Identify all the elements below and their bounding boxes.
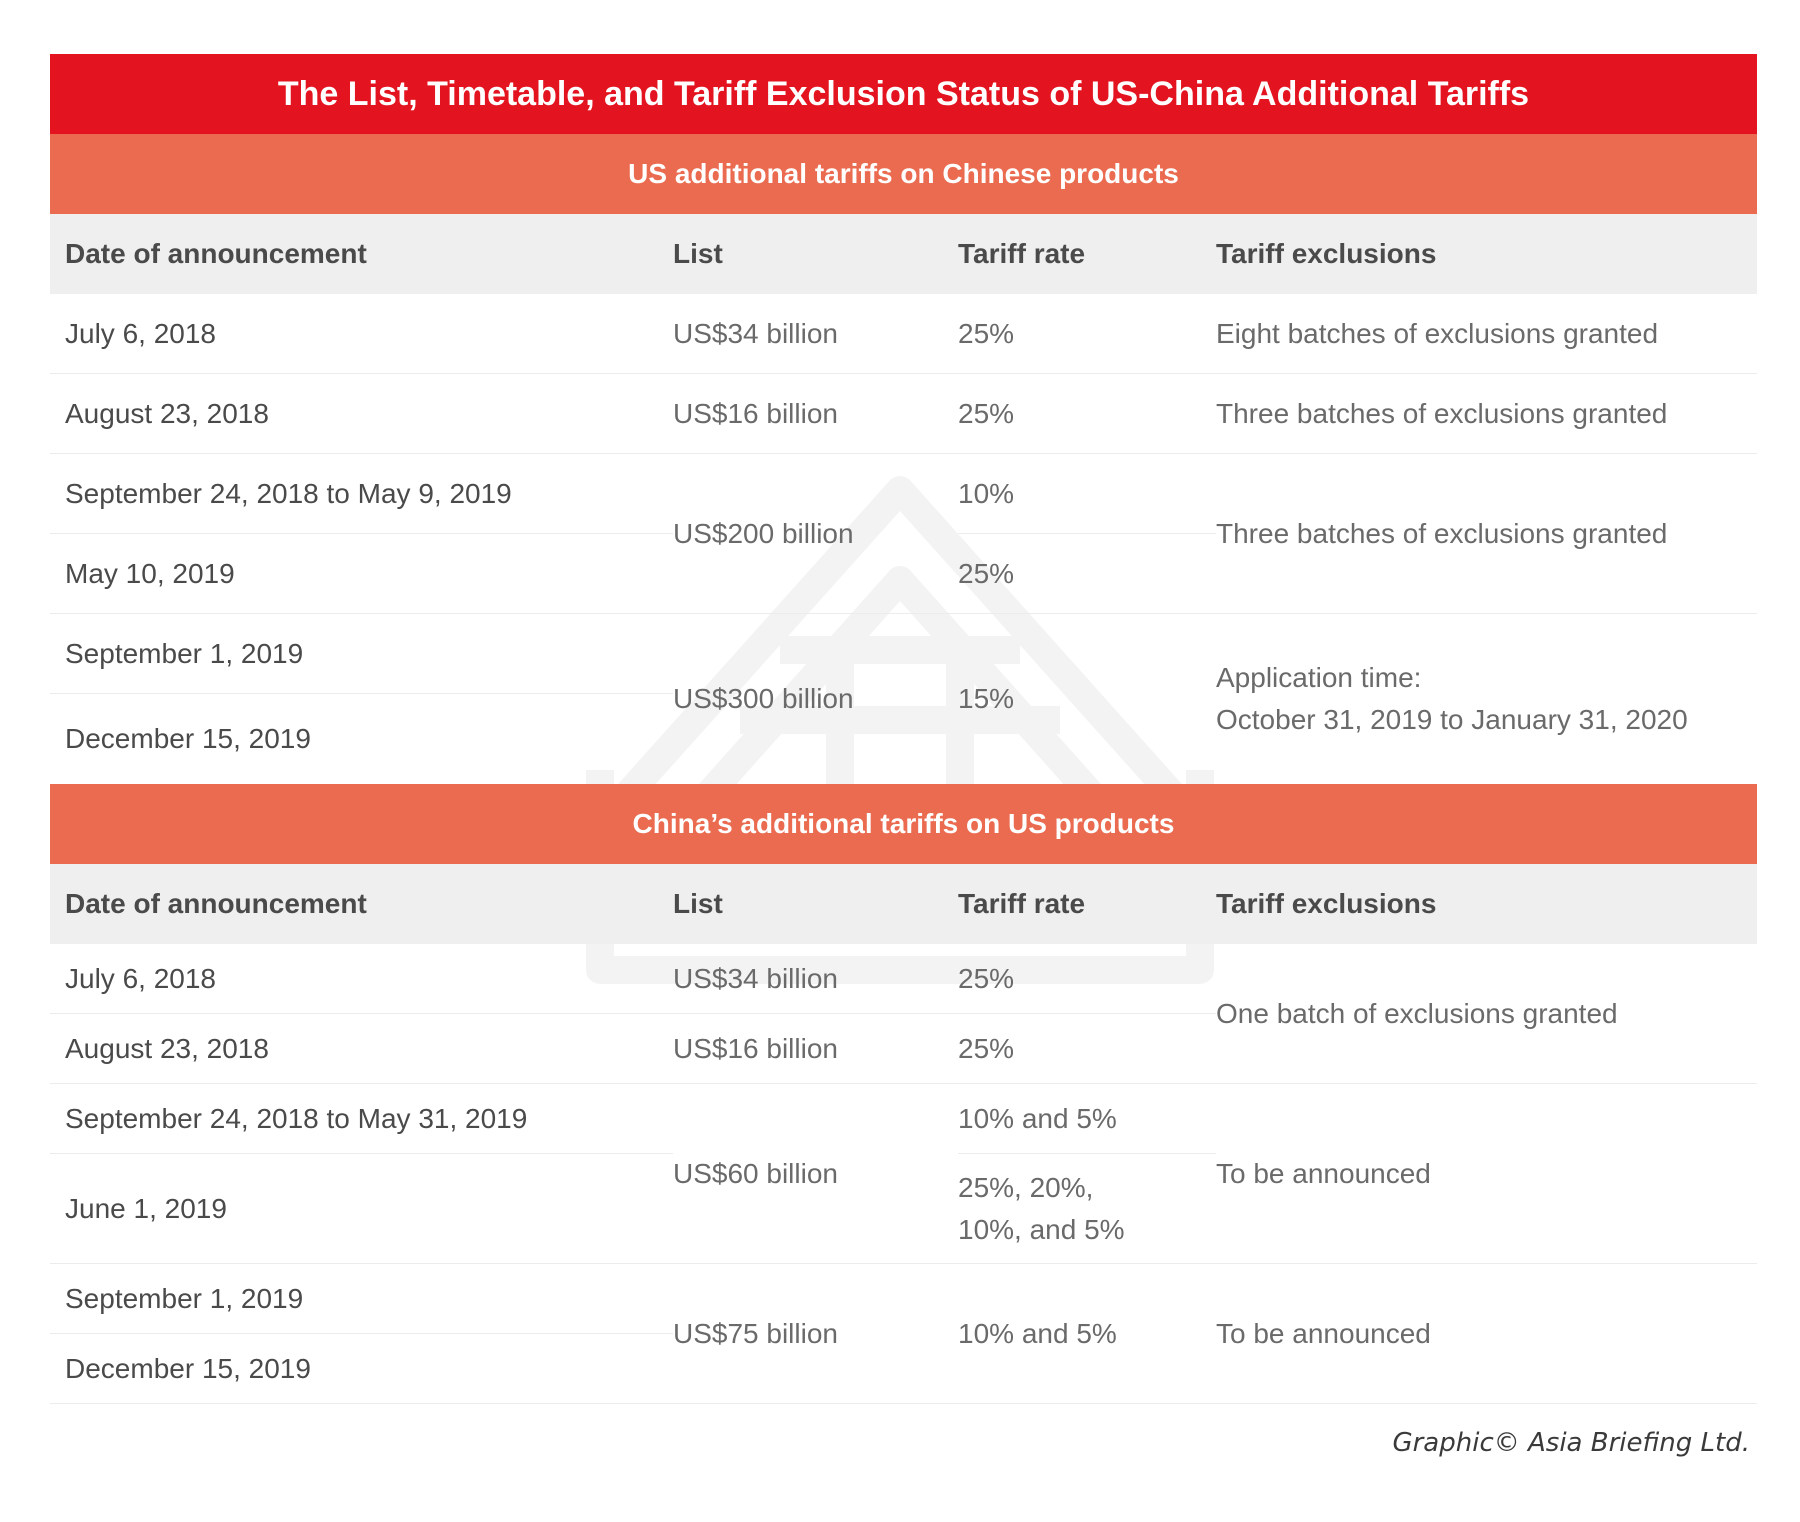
header-list: List [673,214,958,294]
china-section-heading: China’s additional tariffs on US products [50,784,1757,864]
cn-r3-date-b: June 1, 2019 [50,1154,673,1264]
cn-r3-rate-a: 10% and 5% [958,1084,1216,1154]
cn-r1-date: July 6, 2018 [50,944,673,1014]
us-r4-list: US$300 billion [673,683,854,714]
cn-r3-rate-b-line1: 25%, 20%, [958,1171,1094,1203]
header-date: Date of announcement [50,864,673,944]
cn-r4-date-b: December 15, 2019 [50,1334,673,1404]
us-r3-rate-a: 10% [958,454,1216,534]
us-r2-list: US$16 billion [673,374,958,454]
us-r4-rate: 15% [958,683,1015,714]
tariff-table [50,54,1757,1404]
us-r3-date-a: September 24, 2018 to May 9, 2019 [50,454,673,534]
china-table-grid [50,864,1757,1404]
cn-r4-date-a: September 1, 2019 [50,1264,673,1334]
us-section-heading: US additional tariffs on Chinese products [50,134,1757,214]
us-r2-date: August 23, 2018 [50,374,673,454]
us-r3-date-b: May 10, 2019 [50,534,673,614]
cn-r2-date: August 23, 2018 [50,1014,673,1084]
header-rate: Tariff rate [958,214,1216,294]
us-table-grid [50,214,1757,784]
us-r3-rate-b: 25% [958,534,1216,614]
us-r3-exclusion: Three batches of exclusions granted [1216,454,1757,614]
us-r1-date: July 6, 2018 [50,294,673,374]
us-r4-date-b: December 15, 2019 [65,723,311,754]
cn-r4-rate: 10% and 5% [958,1264,1216,1404]
cn-r3-list: US$60 billion [673,1084,958,1264]
graphic-credit: Graphic© Asia Briefing Ltd. [1392,1428,1750,1458]
cn-r3-exclusion: To be announced [1216,1084,1757,1264]
us-r3-list: US$200 billion [673,454,958,614]
cn-r3-rate-b-line2: 10%, and 5% [958,1213,1125,1245]
us-r4-exclusion-line1: Application time: [1216,662,1422,693]
us-r4-date-a: September 1, 2019 [50,614,673,694]
header-exclusions: Tariff exclusions [1216,864,1757,944]
cn-r12-exclusion: One batch of exclusions granted [1216,944,1757,1084]
us-r4-exclusion-line2: October 31, 2019 to January 31, 2020 [1216,704,1688,735]
us-r1-exclusion: Eight batches of exclusions granted [1216,294,1757,374]
header-date: Date of announcement [50,214,673,294]
us-r2-exclusion: Three batches of exclusions granted [1216,374,1757,454]
cn-r3-date-a: September 24, 2018 to May 31, 2019 [50,1084,673,1154]
header-list: List [673,864,958,944]
cn-r2-list: US$16 billion [673,1014,958,1084]
cn-r1-list: US$34 billion [673,944,958,1014]
cn-r4-exclusion: To be announced [1216,1264,1757,1404]
cn-r3-rate-b [958,1154,1216,1264]
header-rate: Tariff rate [958,864,1216,944]
us-r1-rate: 25% [958,294,1216,374]
header-exclusions: Tariff exclusions [1216,214,1757,294]
us-r4-exclusion [1216,614,1757,784]
cn-r4-list: US$75 billion [673,1264,958,1404]
us-r2-rate: 25% [958,374,1216,454]
table-title: The List, Timetable, and Tariff Exclusion Status of US-China Additional Tariffs [50,54,1757,134]
us-r1-list: US$34 billion [673,294,958,374]
cn-r1-rate: 25% [958,944,1216,1014]
cn-r2-rate: 25% [958,1014,1216,1084]
